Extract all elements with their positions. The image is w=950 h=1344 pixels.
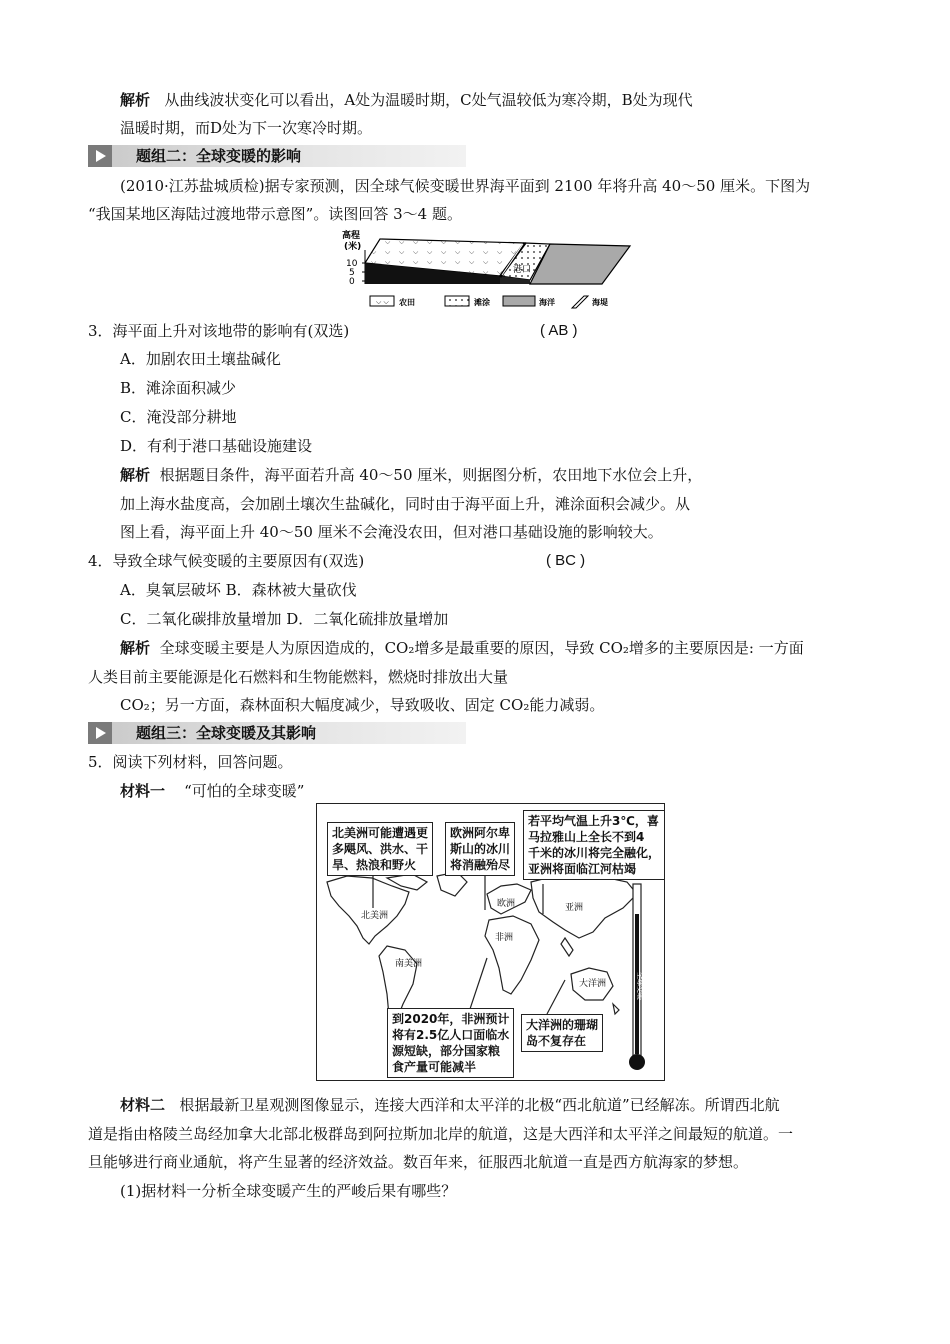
global-warming-map (316, 803, 665, 1081)
material2-line2: 道是指由格陵兰岛经加拿大北部北极群岛到阿拉斯加北岸的航道，这是大西洋和太平洋之间最短的航道。一 (88, 1125, 794, 1143)
legend-farmland: 农田 (399, 298, 415, 307)
label-oceania: 大洋洲 (579, 979, 607, 989)
explanation-label: 解析 (120, 639, 151, 657)
tick-0: 0 (349, 277, 355, 287)
elevation-unit: (米) (344, 242, 362, 252)
top-explanation-line2: 温暖时期，而D处为下一次寒冷时期。 (120, 119, 373, 137)
q3-option-a: A．加剧农田土壤盐碱化 (120, 350, 281, 368)
tick-5: 5 (349, 268, 355, 278)
section-header-group2 (88, 145, 466, 167)
label-south-america: 南美洲 (395, 959, 423, 969)
callout-africa: 到2020年，非洲预计 将有2.5亿人口面临水 源短缺，部分国家粮 食产量可能减半 (387, 1008, 514, 1078)
legend-sea: 海洋 (539, 298, 555, 307)
play-arrow-icon (88, 145, 112, 167)
q3-option-c: C．淹没部分耕地 (120, 408, 237, 426)
thermometer-label: 全球变暖 (636, 972, 644, 1000)
q4-explanation-line3: CO₂；另一方面，森林面积大幅度减少，导致吸收、固定 CO₂能力减弱。 (120, 696, 605, 714)
q5-stem: 5．阅读下列材料，回答问题。 (88, 753, 293, 771)
elevation-label: 高程 (342, 231, 361, 241)
material2-text: 根据最新卫星观测图像显示，连接大西洋和太平洋的北极“西北航道”已经解冻。所谓西北航 (179, 1096, 780, 1114)
intro-source: (2010·江苏盐城质检) (120, 177, 265, 195)
material2-line1 (120, 1094, 780, 1116)
section-header-group3 (88, 722, 466, 744)
q4-options-ab: A．臭氧层破坏 B．森林被大量砍伐 (120, 581, 357, 599)
material2-line3: 旦能够进行商业通航，将产生显著的经济效益。数百年来，征服西北航道一直是西方航海家的梦想。 (88, 1153, 749, 1171)
q3-explanation-line3: 图上看，海平面上升 40～50 厘米不会淹没农田，但对港口基础设施的影响较大。 (120, 523, 663, 541)
explanation-label: 解析 (120, 91, 151, 109)
label-north-america: 北美洲 (361, 911, 389, 921)
intro-text: 据专家预测，因全球气候变暖世界海平面到 2100 年将升高 40～50 厘米。下图为 (264, 177, 811, 195)
port-label: 港口 (513, 265, 532, 275)
q4-answer: ( BC ) (546, 552, 586, 569)
material2-label: 材料二 (120, 1096, 166, 1114)
legend-mudflat-swatch (445, 296, 469, 306)
q4-options-cd: C．二氧化碳排放量增加 D．二氧化硫排放量增加 (120, 610, 449, 628)
callout-asia: 若平均气温上升3℃，喜 马拉雅山上全长不到4 千米的冰川将完全融化， 亚洲将面临江河枯竭 (523, 810, 665, 880)
material1-heading (120, 780, 304, 802)
legend-mudflat: 滩涂 (474, 298, 490, 307)
legend-seawall-swatch (572, 296, 588, 308)
group2-intro-line2: “我国某地区海陆过渡地带示意图”。读图回答 3～4 题。 (88, 205, 462, 223)
q3-stem: 3．海平面上升对该地带的影响有(双选) (88, 322, 350, 340)
callout-oceania: 大洋洲的珊瑚 岛不复存在 (521, 1014, 603, 1052)
q4-explanation-line1 (120, 637, 804, 659)
explanation-text: 从曲线波状变化可以看出，A处为温暖时期，C处气温较低为寒冷期，B处为现代 (164, 91, 693, 109)
label-asia: 亚洲 (565, 903, 584, 913)
label-europe: 欧洲 (497, 899, 516, 909)
play-arrow-icon (88, 722, 112, 744)
callout-europe: 欧洲阿尔卑 斯山的冰川 将消融殆尽 (445, 822, 515, 876)
callout-north-america: 北美洲可能遭遇更 多飓风、洪水、干 旱、热浪和野火 (327, 822, 433, 876)
q3-option-d: D．有利于港口基础设施建设 (120, 437, 313, 455)
coastal-zone-diagram (340, 226, 650, 312)
q4-stem: 4．导致全球气候变暖的主要原因有(双选) (88, 552, 365, 570)
explanation-label: 解析 (120, 466, 151, 484)
q3-explanation-line2: 加上海水盐度高，会加剧土壤次生盐碱化，同时由于海平面上升，滩涂面积会减少。从 (120, 495, 691, 513)
material1-label: 材料一 (120, 782, 166, 800)
explanation-text: 全球变暖主要是人为原因造成的，CO₂增多是最重要的原因，导致 CO₂增多的主要原因是: 一方面 (159, 639, 804, 657)
group2-intro-line1 (120, 175, 810, 197)
explanation-text: 根据题目条件，海平面若升高 40～50 厘米，则据图分析，农田地下水位会上升， (159, 466, 703, 484)
q3-explanation-line1 (120, 464, 702, 486)
section-title: 题组二：全球变暖的影响 (136, 147, 302, 165)
top-explanation-line1 (120, 89, 693, 111)
q3-answer: ( AB ) (540, 322, 578, 339)
q4-explanation-line2: 人类目前主要能源是化石燃料和生物能燃料，燃烧时排放出大量 (88, 668, 509, 686)
legend-sea-swatch (503, 296, 535, 306)
tick-10: 10 (346, 259, 358, 269)
q5-subquestion-1: (1)据材料一分析全球变暖产生的严峻后果有哪些？ (120, 1182, 457, 1200)
svg-text:⌵ ⌵: ⌵ ⌵ (376, 298, 389, 306)
material1-title: “可怕的全球变暖” (184, 782, 305, 800)
section-title: 题组三：全球变暖及其影响 (136, 724, 317, 742)
q3-option-b: B．滩涂面积减少 (120, 379, 237, 397)
legend-seawall: 海堤 (592, 298, 608, 307)
label-africa: 非洲 (495, 933, 514, 943)
